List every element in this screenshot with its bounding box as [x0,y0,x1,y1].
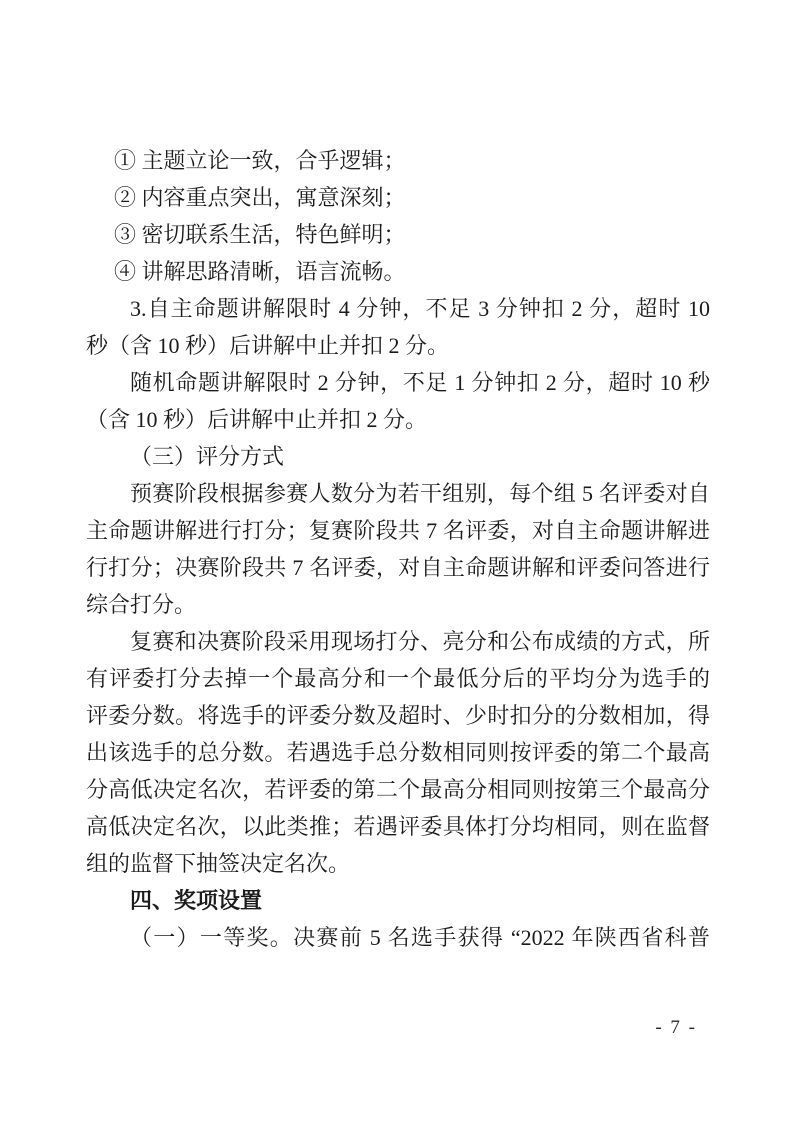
list-item-circled-2: ② 内容重点突出，寓意深刻； [114,185,406,210]
paragraph-stage-scoring-line-2: 主命题讲解进行打分；复赛阶段共 7 名评委，对自主命题讲解进 [86,518,710,543]
section-heading-awards: 四、奖项设置 [130,888,263,913]
paragraph-stage-scoring-line-4: 综合打分。 [86,592,197,617]
paragraph-random-topic-time-limit-line-2: （含 10 秒）后讲解中止并扣 2 分。 [86,407,428,432]
paragraph-random-topic-time-limit-line-1: 随机命题讲解限时 2 分钟，不足 1 分钟扣 2 分，超时 10 秒 [130,370,710,395]
document-body [86,142,710,956]
paragraph-stage-scoring-line-1: 预赛阶段根据参赛人数分为若干组别，每个组 5 名评委对自 [130,481,710,506]
paragraph-score-calculation-line-4: 出该选手的总分数。若遇选手总分数相同则按评委的第二个最高 [86,740,710,765]
paragraph-stage-scoring-line-3: 行打分；决赛阶段共 7 名评委，对自主命题讲解和评委问答进行 [86,555,710,580]
list-item-circled-3: ③ 密切联系生活，特色鲜明； [114,222,406,247]
paragraph-score-calculation-line-7: 组的监督下抽签决定名次。 [86,851,351,876]
paragraph-score-calculation-line-6: 高低决定名次，以此类推；若遇评委具体打分均相同，则在监督 [86,814,710,839]
paragraph-first-prize-line-1: （一）一等奖。决赛前 5 名选手获得 “2022 年陕西省科普 [130,925,710,950]
list-item-circled-1: ① 主题立论一致，合乎逻辑； [114,148,406,173]
paragraph-score-calculation-line-5: 分高低决定名次，若评委的第二个最高分相同则按第三个最高分 [86,777,710,802]
paragraph-self-topic-time-limit-line-1: 3.自主命题讲解限时 4 分钟，不足 3 分钟扣 2 分，超时 10 [130,296,710,321]
paragraph-self-topic-time-limit-line-2: 秒（含 10 秒）后讲解中止并扣 2 分。 [86,333,450,358]
paragraph-score-calculation-line-2: 有评委打分去掉一个最高分和一个最低分后的平均分为选手的 [86,666,710,691]
subsection-heading-scoring-method: （三）评分方式 [130,444,285,469]
paragraph-score-calculation-line-1: 复赛和决赛阶段采用现场打分、亮分和公布成绩的方式，所 [130,629,710,654]
page-number: - 7 - [655,1017,697,1038]
list-item-circled-4: ④ 讲解思路清晰，语言流畅。 [114,259,406,284]
paragraph-score-calculation-line-3: 评委分数。将选手的评委分数及超时、少时扣分的分数相加，得 [86,703,710,728]
